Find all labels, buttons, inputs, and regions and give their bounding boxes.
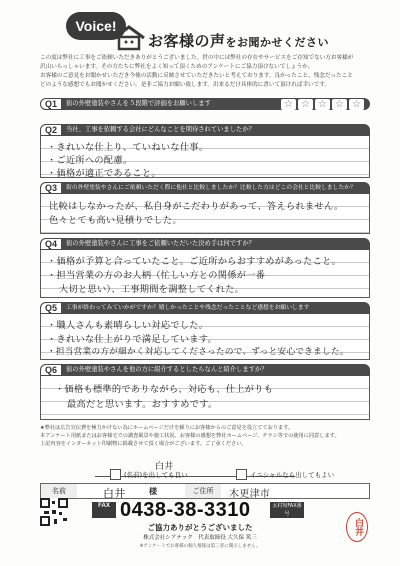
answer-line: ・ご近所への配慮。 (47, 155, 133, 166)
address-label: ご住所 (185, 484, 221, 498)
question-number: Q6 (40, 364, 62, 376)
star-rating[interactable] (281, 99, 364, 110)
answer-line: ・担当営業の方が細かく対応してくださったので、ずっと安心できました。 (47, 347, 349, 357)
question-band-q6 (40, 364, 370, 376)
name-field[interactable]: 白井 (103, 487, 126, 500)
note-line: 本アンケート用紙またはお客様宅での調査風景や施工状況、お客様の感想を弊社ホームページ、チラシ等での使用に同意します。 (40, 433, 340, 439)
house-icon (112, 25, 146, 51)
note-line: ★弊社は広告宣伝費を極力かけない為にホームページだけを頼りにお客様からのご意見を役立てております。 (40, 425, 294, 431)
answer-line: ・職人さんも素晴らしい対応でした。 (47, 320, 209, 331)
answer-line: ・きれいな仕上がりで満足しています。 (47, 334, 218, 345)
question-text: 工事が終わってみていかがですか？嬉しかったことや残念だったことなど感想をお願いします (66, 305, 310, 311)
checkbox[interactable] (110, 469, 121, 480)
question-text: 街の外壁塗装やさんを他の方に紹介するとしたらなんと紹介しますか？ (66, 366, 268, 373)
star-icon[interactable]: ☆ (298, 99, 313, 110)
name-address-row (40, 483, 370, 499)
question-number: Q5 (40, 302, 62, 314)
question-number: Q1 (40, 98, 62, 110)
question-text: 当社、工事を依頼する会社にどんなことを期待されていましたか？ (66, 126, 255, 133)
answer-box-q4[interactable] (40, 250, 370, 298)
star-icon[interactable]: ☆ (281, 99, 296, 110)
honorific: 様 (149, 487, 157, 496)
question-band-q5 (40, 302, 370, 314)
star-icon[interactable]: ☆ (332, 99, 347, 110)
star-icon[interactable]: ☆ (349, 99, 364, 110)
privacy-footnote: ※アンケートでお客様の個人情報は第三者に開示しません。 (139, 544, 261, 549)
answer-line: 比較はしなかったが、私自身がこだわりがあって、答えられません。 (49, 201, 344, 212)
title-main: お客様の声 (148, 32, 226, 50)
answer-line: 大切と思い）、工事期間を調整してくれた。 (59, 284, 245, 295)
fax-number[interactable]: 0438-38-3310 (120, 499, 251, 521)
thanks-text: ご協力ありがとうございました (147, 523, 253, 532)
voice-badge: Voice! (66, 12, 126, 40)
question-number: Q3 (40, 182, 62, 194)
question-band-q1 (40, 98, 370, 110)
checkbox[interactable] (236, 469, 247, 480)
fax-block (92, 500, 306, 520)
star-icon[interactable]: ☆ (315, 99, 330, 110)
answer-line: ・価格が予算と合っていたこと。ご近所からおすすめがあったこと。 (47, 256, 342, 267)
question-text: 街の外壁塗装やさんにご依頼いただく際に他社と比較しましたか？比較した方はどこの会社と比較しましたか？ (66, 185, 356, 191)
question-band-q2 (40, 124, 370, 136)
answer-line: ・担当営業の方のお人柄（忙しい方との関係が一番 (47, 270, 266, 281)
page-title (148, 30, 329, 51)
intro-line: 沢山いらっしゃいます。その方たちに弊社をよく知って頂くためのアンケートにご協力頂けないでしょうか。 (40, 64, 314, 70)
intro-line: この度は弊社に工事をご依頼いただきありがとうございました。世の中には弊社の存在やサービスをご存知でない方お客様が (40, 55, 354, 61)
question-text: 街の外壁塗装やさんを５段階で評価をお願いします (66, 100, 211, 107)
fax-side-label: 太村宛FAX番号 (270, 502, 304, 518)
address-field[interactable]: 木更津市 (229, 489, 271, 500)
consent-notes (40, 424, 370, 448)
choice-label: イニシャルなら出してもよい (250, 471, 335, 479)
question-number: Q4 (40, 238, 62, 250)
answer-box-q2[interactable] (40, 136, 370, 178)
fax-tag: FAX (92, 502, 116, 518)
choice-initial-ok[interactable] (236, 469, 334, 480)
answer-line: ・価格も標準的でありながら、対応も、仕上がりも (55, 384, 274, 395)
choice-label: (名前)を出しても良い (124, 471, 188, 479)
answer-box-q6[interactable] (40, 376, 370, 420)
intro-line: どのような感想でもお聞かせください。是非ご協力お願い致します。出来るだけ具体的に書いて頂ければ幸いです。 (40, 82, 330, 88)
note-line: 上記内容をインターネット印刷物に掲載させて頂く場合がございます。ご了承ください。 (40, 441, 247, 447)
question-band-q4 (40, 238, 370, 250)
intro-text (40, 54, 370, 90)
answer-line: 最高だと思います。おすすめです。 (67, 399, 218, 410)
answer-box-q5[interactable] (40, 314, 370, 360)
intro-line: お客様のご意見をお聞かせいただき今後の活動に反映させていただきたいと考えております。良かったこと、残念だったこと (40, 73, 353, 79)
question-number: Q2 (40, 124, 62, 136)
question-text: 街の外壁塗装やさんに工事をご依頼いただいた決め手は何ですか？ (66, 240, 255, 247)
answer-line: ・きれいな仕上り、ていねいな仕事。 (47, 142, 209, 153)
answer-line: 色々とても高い見積りでした。 (49, 215, 182, 226)
name-label: 名前 (41, 484, 77, 498)
answer-box-q3[interactable] (40, 194, 370, 234)
title-small: をお聞かせください (225, 36, 330, 49)
company-info: 株式会社シアテック 代表取締役 大久保 篤三 (143, 535, 257, 541)
question-band-q3 (40, 182, 370, 194)
choice-name-ok[interactable] (110, 469, 188, 480)
publication-choices (40, 469, 370, 483)
seal-stamp: 白井 (346, 512, 368, 542)
signature: 白井 (155, 462, 174, 472)
answer-line: ・価格が適正であること。 (47, 168, 161, 179)
